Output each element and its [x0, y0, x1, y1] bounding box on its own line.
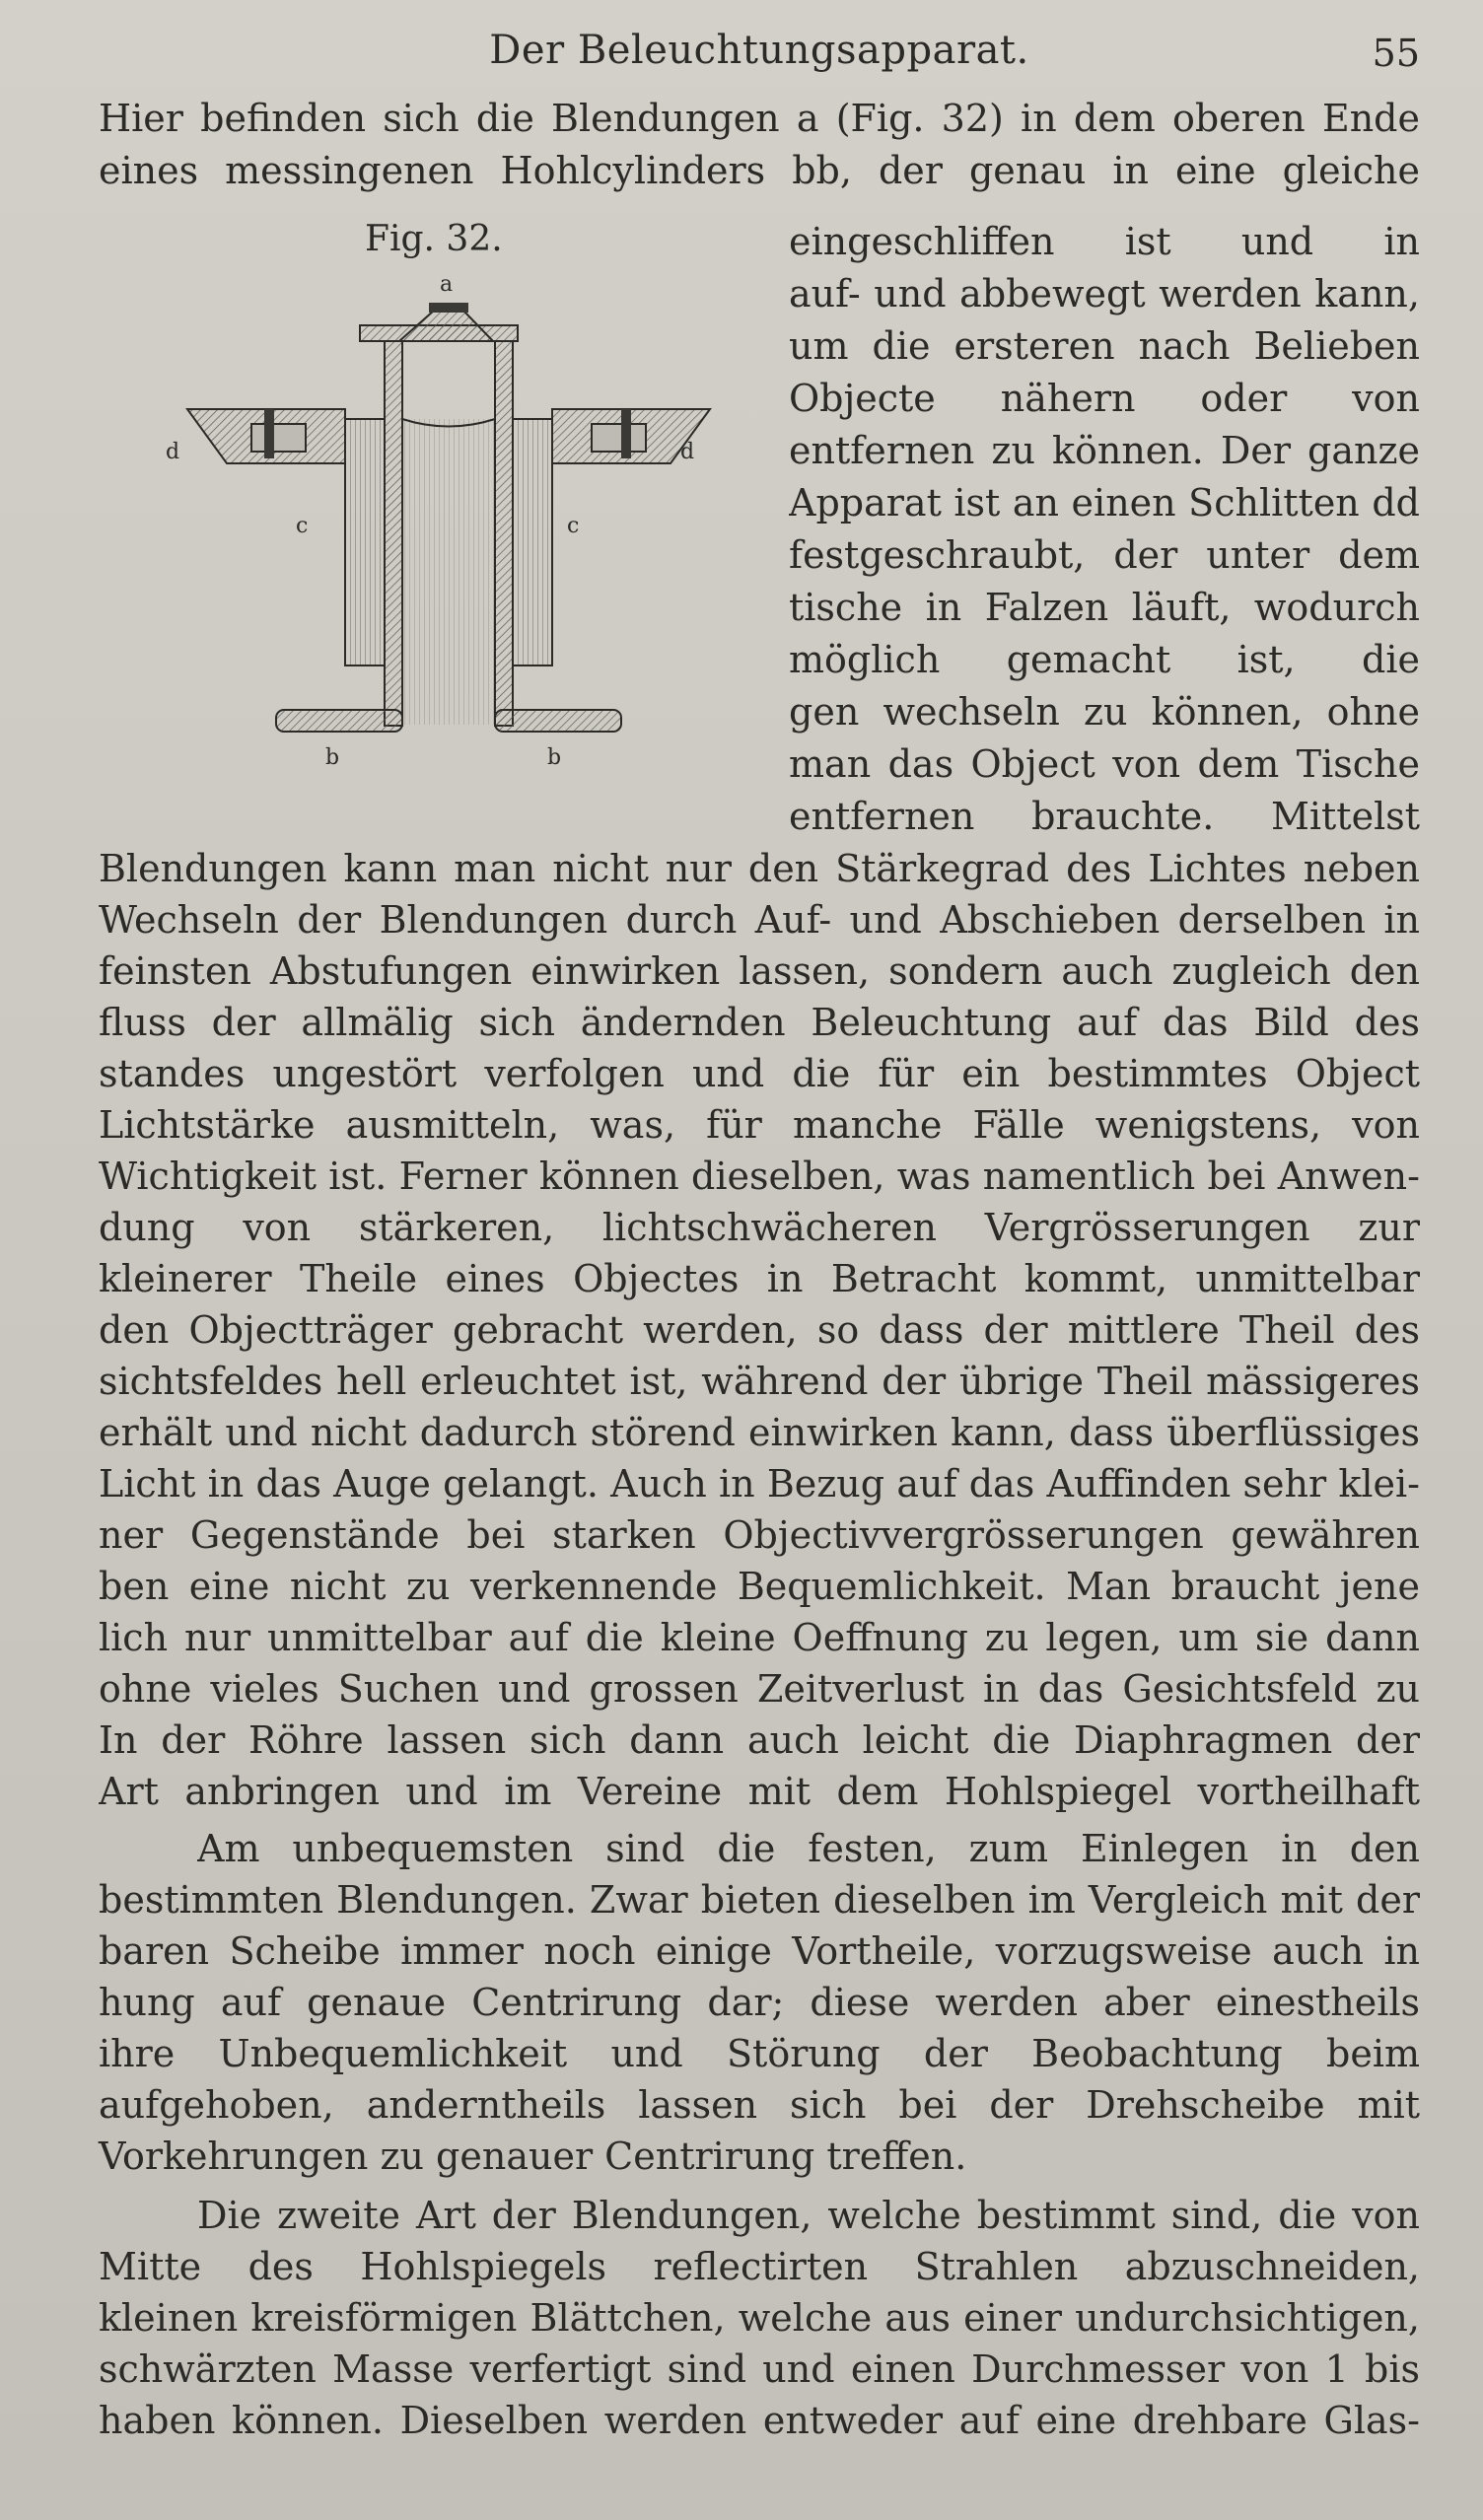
- text-line: Lichtstärke ausmitteln, was, für manche Fälle wenigstens, von: [99, 1103, 1420, 1147]
- text-line: schwärzten Masse verfertigt sind und einen Durchmesser von 1 bis: [99, 2347, 1420, 2391]
- page-number: 55: [1372, 32, 1420, 75]
- text-line: kleinerer Theile eines Objectes in Betracht kommt, unmittelbar: [99, 1257, 1420, 1300]
- text-line: bestimmten Blendungen. Zwar bieten dieselben im Vergleich mit der: [99, 1878, 1420, 1922]
- text-line: Objecte nähern oder von: [789, 377, 1420, 420]
- text-line: Art anbringen und im Vereine mit dem Hohlspiegel vortheilhaft: [99, 1770, 1420, 1813]
- diaphragm-apparatus-illustration: [148, 261, 730, 774]
- text-line: ohne vieles Suchen und grossen Zeitverlust in das Gesichtsfeld zu: [99, 1667, 1420, 1711]
- figure-caption: Fig. 32.: [365, 219, 503, 259]
- text-line: Vorkehrungen zu genauer Centrirung treffen.: [99, 2135, 967, 2178]
- text-line: entfernen brauchte. Mittelst: [789, 795, 1420, 838]
- figure-32: [148, 222, 730, 774]
- text-line: haben können. Dieselben werden entweder auf eine drehbare Glas-: [99, 2399, 1420, 2442]
- text-line: um die ersteren nach Belieben: [789, 324, 1420, 368]
- text-line: Mitte des Hohlspiegels reflectirten Strahlen abzuschneiden,: [99, 2245, 1420, 2288]
- text-line: man das Object von dem Tische: [789, 742, 1420, 786]
- text-line: In der Röhre lassen sich dann auch leicht die Diaphragmen der: [99, 1718, 1420, 1762]
- text-line: auf- und abbewegt werden kann,: [789, 272, 1420, 315]
- text-line: ihre Unbequemlichkeit und Störung der Beobachtung beim: [99, 2032, 1420, 2075]
- text-line: aufgehoben, anderntheils lassen sich bei der Drehscheibe mit: [99, 2083, 1420, 2127]
- text-line: Blendungen kann man nicht nur den Stärkegrad des Lichtes neben: [99, 847, 1420, 890]
- text-line: festgeschraubt, der unter dem: [789, 533, 1420, 577]
- text-line: kleinen kreisförmigen Blättchen, welche aus einer undurchsichtigen,: [99, 2296, 1420, 2340]
- figure-label-a: a: [440, 272, 454, 297]
- text-line: den Objectträger gebracht werden, so dass der mittlere Theil des: [99, 1308, 1420, 1352]
- figure-label-c-left: c: [296, 514, 309, 538]
- text-line: lich nur unmittelbar auf die kleine Oeffnung zu legen, um sie dann: [99, 1616, 1420, 1659]
- text-line: entfernen zu können. Der ganze: [789, 429, 1420, 472]
- text-line: ner Gegenstände bei starken Objectivvergrösserungen gewähren: [99, 1513, 1420, 1557]
- text-line: feinsten Abstufungen einwirken lassen, sondern auch zugleich den: [99, 949, 1420, 993]
- text-line: gen wechseln zu können, ohne: [789, 690, 1420, 734]
- text-line: ben eine nicht zu verkennende Bequemlichkeit. Man braucht jene: [99, 1565, 1420, 1608]
- figure-label-d-left: d: [166, 440, 180, 464]
- text-line: dung von stärkeren, lichtschwächeren Vergrösserungen zur: [99, 1206, 1420, 1249]
- text-line: erhält und nicht dadurch störend einwirken kann, dass überflüssiges: [99, 1411, 1420, 1454]
- text-line: Wichtigkeit ist. Ferner können dieselben, was namentlich bei Anwen-: [99, 1155, 1420, 1198]
- figure-label-b-right: b: [547, 745, 562, 770]
- text-line: tische in Falzen läuft, wodurch: [789, 586, 1420, 629]
- text-line: sichtsfeldes hell erleuchtet ist, während der übrige Theil mässigeres: [99, 1360, 1420, 1403]
- text-line: Wechseln der Blendungen durch Auf- und Abschieben derselben in: [99, 898, 1420, 942]
- page-header: [99, 28, 1420, 87]
- text-line: Die zweite Art der Blendungen, welche bestimmt sind, die von: [197, 2194, 1420, 2237]
- text-line: möglich gemacht ist, die: [789, 638, 1420, 681]
- text-line: Licht in das Auge gelangt. Auch in Bezug auf das Auffinden sehr klei-: [99, 1462, 1420, 1505]
- figure-label-d-right: d: [680, 440, 695, 464]
- text-line: Am unbequemsten sind die festen, zum Einlegen in den: [197, 1827, 1420, 1870]
- text-line: eines messingenen Hohlcylinders bb, der genau in eine gleiche: [99, 149, 1420, 192]
- figure-label-b-left: b: [325, 745, 340, 770]
- text-line: baren Scheibe immer noch einige Vortheile, vorzugsweise auch in: [99, 1929, 1420, 1973]
- running-title: Der Beleuchtungsapparat.: [489, 28, 1029, 73]
- text-line: eingeschliffen ist und in: [789, 220, 1420, 263]
- text-line: hung auf genaue Centrirung dar; diese werden aber einestheils: [99, 1981, 1420, 2024]
- figure-label-c-right: c: [567, 514, 580, 538]
- text-line: Hier befinden sich die Blendungen a (Fig. 32) in dem oberen Ende: [99, 97, 1420, 140]
- text-line: fluss der allmälig sich ändernden Beleuchtung auf das Bild des: [99, 1001, 1420, 1044]
- text-line: Apparat ist an einen Schlitten dd: [789, 481, 1420, 525]
- text-line: standes ungestört verfolgen und die für ein bestimmtes Object: [99, 1052, 1420, 1095]
